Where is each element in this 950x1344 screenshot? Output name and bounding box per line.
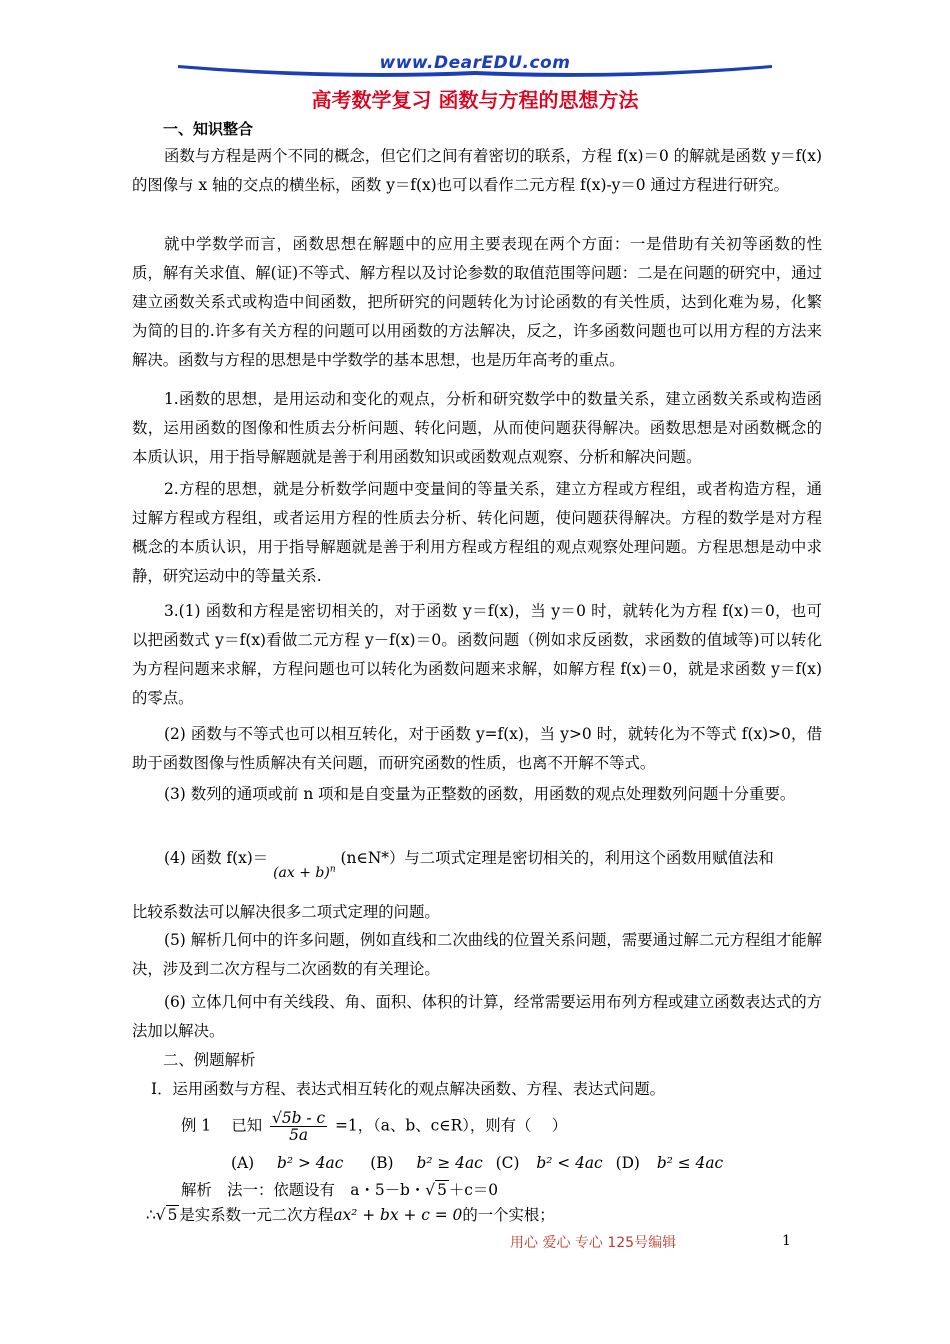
- p8-prefix: (4) 函数 f(x)＝: [164, 849, 269, 867]
- fraction-numerator: √5b - c: [272, 1109, 326, 1127]
- solution-rest: ＋c＝0: [448, 1181, 499, 1199]
- paragraph-1: 函数与方程是两个不同的概念，但它们之间有着密切的联系，方程 f(x)＝0 的解就是函数 y＝f(x)的图像与 x 轴的交点的横坐标，函数 y＝f(x)也可以看作二元方程 f(x)-y＝0 通过方程进行研究。: [132, 147, 822, 194]
- option-a-label: (A): [231, 1154, 255, 1172]
- option-b-label: (B): [370, 1154, 394, 1172]
- therefore-symbol: ∴: [146, 1206, 156, 1224]
- paragraph-3: 1.函数的思想，是用运动和变化的观点，分析和研究数学中的数量关系，建立函数关系或构造函数，运用函数的图像和性质去分析问题、转化问题，从而使问题获得解决。函数思想是对函数概念的本质认识，用于指导解题就是善于利用函数知识或函数观点观察、分析和解决问题。: [132, 390, 822, 466]
- example-1: [181, 1110, 567, 1150]
- footer-note: 用心 爱心 专心 125号编辑: [510, 1235, 677, 1251]
- paragraph-10: (6) 立体几何中有关线段、角、面积、体积的计算，经常需要运用布列方程或建立函数表达式的方法加以解决。: [132, 993, 822, 1040]
- options-row: [231, 1154, 723, 1172]
- conclusion-end: 的一个实根；: [462, 1206, 555, 1224]
- option-b: b² ≥ 4ac: [416, 1154, 483, 1172]
- section-heading-2: 二、例题解析: [163, 1051, 256, 1069]
- paragraph-9: (5) 解析几何中的许多问题，例如直线和二次曲线的位置关系问题，需要通过解二元方程组才能解决，涉及到二次方程与二次函数的有关理论。: [132, 931, 822, 978]
- p8-suffix: (n∈N*）与二项式定理是密切相关的，利用这个函数用赋值法和: [340, 849, 774, 867]
- paragraph-5: 3.(1) 函数和方程是密切相关的，对于函数 y＝f(x)，当 y＝0 时，就转化为方程 f(x)＝0，也可以把函数式 y＝f(x)看做二元方程 y－f(x)＝0。函数问题（例如求反函数，求函数的值域等)可以转化为方程问题来求解，方程问题也可以转化为函数问题来求解，如解方程 f(x)＝0，就是求函数 y＝f(x)的零点。: [132, 602, 822, 707]
- fraction-denominator: 5a: [289, 1126, 309, 1144]
- p8-expr: (ax + b): [273, 865, 330, 881]
- p8-exponent: n: [329, 864, 336, 875]
- paragraph-8-line: [164, 846, 774, 881]
- example-1-label: 例 1 已知: [181, 1116, 263, 1135]
- page-title: 高考数学复习 函数与方程的思想方法: [311, 88, 639, 112]
- site-banner: [178, 55, 772, 81]
- page-number: 1: [782, 1233, 791, 1249]
- subsection-1: Ⅰ．运用函数与方程、表达式相互转化的观点解决函数、方程、表达式问题。: [151, 1080, 665, 1098]
- sqrt-symbol-2: √: [155, 1206, 166, 1224]
- solution-label: 解析 法一：依题设有 a・5－b・: [181, 1181, 426, 1199]
- option-d-label: (D): [615, 1154, 640, 1172]
- site-name: www.DearEDU.com: [379, 53, 571, 73]
- example-1-fraction: [270, 1110, 327, 1143]
- section-heading-1: 一、知识整合: [163, 120, 254, 138]
- sqrt-radicand: 5: [437, 1181, 447, 1199]
- option-c-label: (C): [495, 1154, 520, 1172]
- sqrt-symbol: √: [425, 1181, 436, 1199]
- paragraph-4: 2.方程的思想，就是分析数学问题中变量间的等量关系，建立方程或方程组，或者构造方程，通过解方程或方程组，或者运用方程的性质去分析、转化问题，使问题获得解决。方程的数学是对方程概念的本质认识，用于指导解题就是善于利用方程或方程组的观点观察处理问题。方程思想是动中求静，研究运动中的等量关系.: [132, 480, 822, 585]
- option-c: b² < 4ac: [536, 1154, 603, 1172]
- solution-line: [181, 1178, 498, 1200]
- example-1-rest: =1，（a、b、c∈R），则有（ ）: [335, 1116, 568, 1135]
- conclusion-line: [146, 1203, 555, 1225]
- paragraph-7: (3) 数列的通项或前 n 项和是自变量为正整数的函数，用函数的观点处理数列问题十分重要。: [164, 785, 796, 803]
- sqrt-radicand-2: 5: [167, 1206, 178, 1224]
- conclusion-equation: ax² + bx + c = 0: [333, 1206, 463, 1224]
- option-a: b² > 4ac: [277, 1154, 344, 1172]
- p8-expression: [273, 865, 336, 881]
- option-d: b² ≤ 4ac: [656, 1154, 724, 1172]
- paragraph-6: (2) 函数与不等式也可以相互转化，对于函数 y=f(x)，当 y>0 时，就转化为不等式 f(x)>0，借助于函数图像与性质解决有关问题，而研究函数的性质，也离不开解不等式。: [132, 725, 822, 772]
- paragraph-8-cont: 比较系数法可以解决很多二项式定理的问题。: [132, 903, 440, 921]
- conclusion-mid: 是实系数一元二次方程: [179, 1206, 334, 1224]
- paragraph-2: 就中学数学而言，函数思想在解题中的应用主要表现在两个方面：一是借助有关初等函数的性质，解有关求值、解(证)不等式、解方程以及讨论参数的取值范围等问题：二是在问题的研究中，通过建立函数关系式或构造中间函数，把所研究的问题转化为讨论函数的有关性质，达到化难为易，化繁为简的目的.许多有关方程的问题可以用函数的方法解决，反之，许多函数问题也可以用方程的方法来解决。函数与方程的思想是中学数学的基本思想，也是历年高考的重点。: [132, 235, 822, 369]
